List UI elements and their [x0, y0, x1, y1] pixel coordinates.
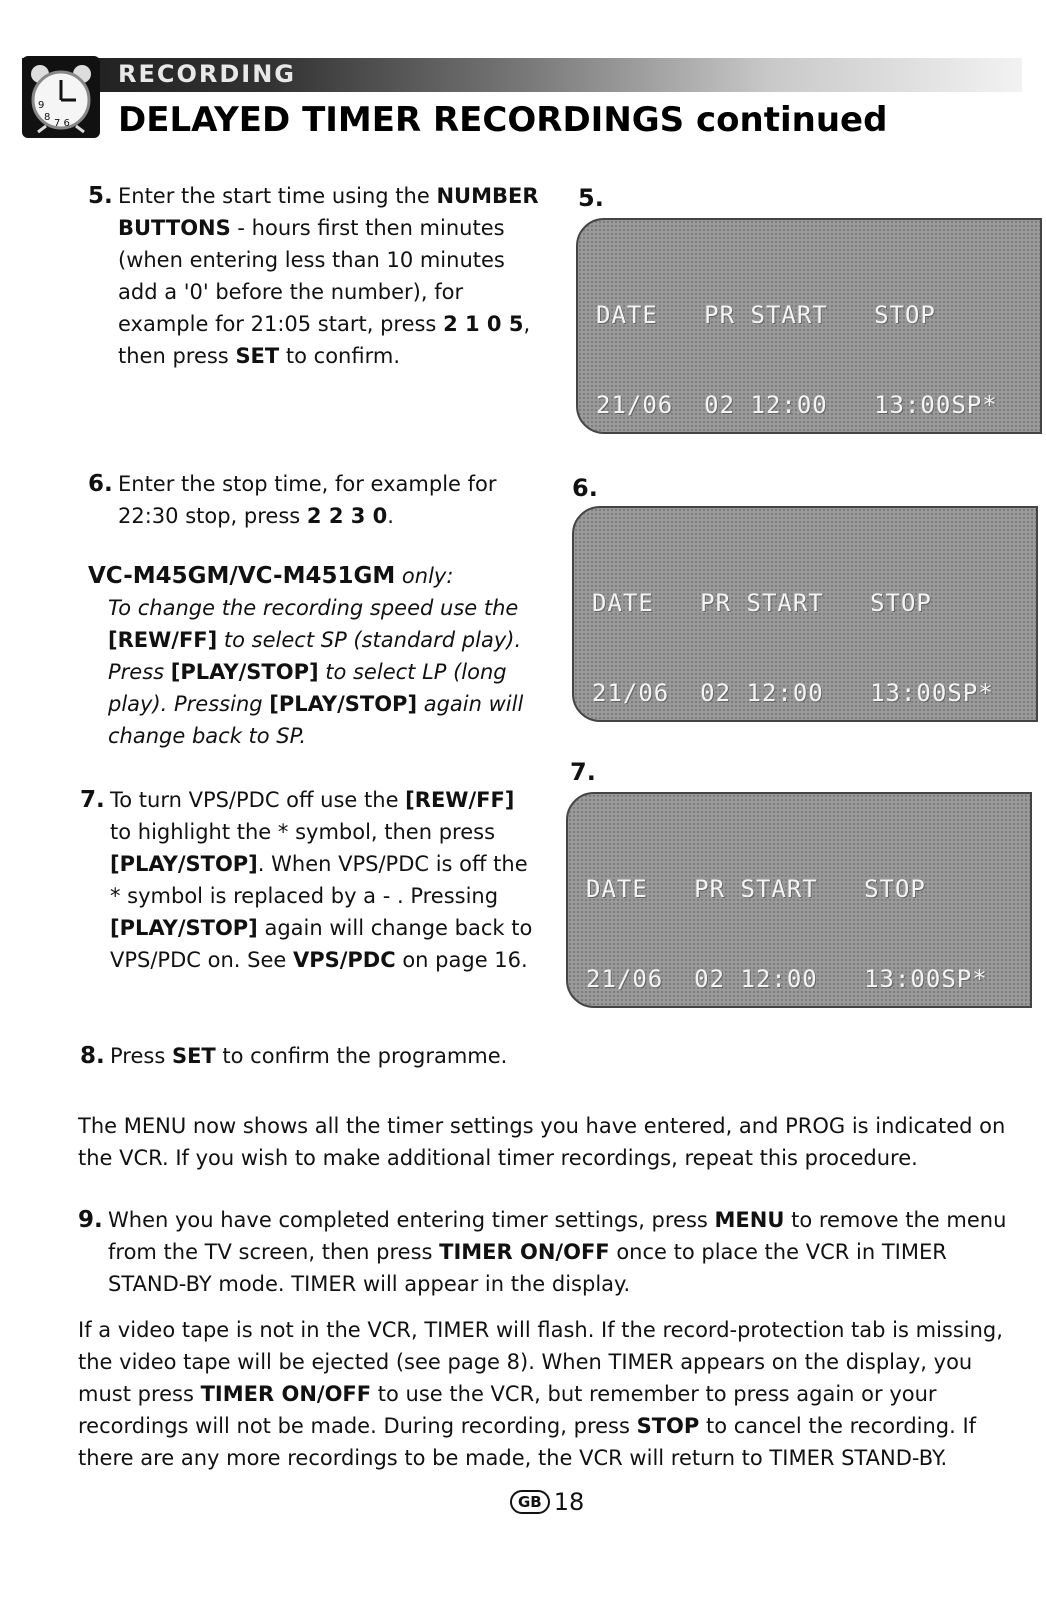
- para-bold: TIMER ON/OFF: [200, 1382, 372, 1406]
- step-text: Enter the stop time, for example for 22:30 stop, press: [118, 472, 497, 528]
- screen-6: [572, 506, 1038, 722]
- step-text: When you have completed entering timer settings, press: [108, 1208, 715, 1232]
- gb-badge: GB: [510, 1490, 550, 1514]
- warning-paragraph: [78, 1314, 1008, 1474]
- osd-header: DATE PR START STOP: [592, 589, 932, 617]
- step-text: to highlight the * symbol, then press: [110, 820, 496, 844]
- step-number: 9.: [78, 1207, 103, 1233]
- step-text: on page 16.: [395, 948, 528, 972]
- step-bold: [PLAY/STOP]: [110, 852, 258, 876]
- step-text: to confirm the programme.: [215, 1044, 508, 1068]
- step-number: 8.: [80, 1043, 105, 1069]
- model-note: [88, 560, 548, 752]
- note-bold: [PLAY/STOP]: [269, 692, 418, 716]
- alarm-clock-icon: [22, 56, 100, 138]
- step-text: - hours first then minutes (when entering less than 10 minutes add a '0' before the number), for example for 21:05 start, press: [118, 216, 505, 336]
- model-name: VC-M45GM/VC-M451GM: [88, 563, 396, 589]
- step-text: , then press: [118, 312, 531, 368]
- model-only: only:: [395, 564, 454, 588]
- step-text: to remove the menu from the TV screen, then press: [108, 1208, 1007, 1264]
- osd-row: 21/06 02 12:00 13:00SP*: [596, 391, 998, 419]
- note-bold: [REW/FF]: [108, 628, 218, 652]
- step-number: 6.: [88, 471, 113, 497]
- section-title: RECORDING: [118, 60, 297, 88]
- step-bold: SET: [171, 1044, 216, 1068]
- step-text: to confirm.: [279, 344, 400, 368]
- note-bold: [PLAY/STOP]: [170, 660, 319, 684]
- note-text: To change the recording speed use the: [108, 596, 519, 620]
- step-bold: TIMER ON/OFF: [439, 1240, 610, 1264]
- page-number: 18: [553, 1488, 585, 1516]
- screen-7: [566, 792, 1032, 1008]
- step-bold: [REW/FF]: [405, 788, 515, 812]
- step-5: [88, 180, 548, 372]
- svg-text:7 6: 7 6: [54, 118, 70, 129]
- step-number: 5.: [88, 183, 113, 209]
- info-paragraph: The MENU now shows all the timer settings you have entered, and PROG is indicated on the VCR. If you wish to make additional timer recordings, repeat this procedure.: [78, 1114, 1006, 1170]
- step-bold: 2 1 0 5: [443, 312, 524, 336]
- step-number: 7.: [80, 787, 105, 813]
- osd-row: 21/06 02 12:00 13:00SP*: [592, 679, 994, 707]
- osd-row: 21/06 02 12:00 13:00SP*: [586, 965, 988, 993]
- screen-7-label: 7.: [570, 758, 596, 786]
- step-9: [78, 1204, 1008, 1300]
- step-bold: SET: [235, 344, 280, 368]
- step-text: . When VPS/PDC is off the * symbol is replaced by a - . Pressing: [110, 852, 528, 908]
- model-note-text: [88, 592, 548, 752]
- para-text: If a video tape is not in the VCR, TIMER will flash. If the record-protection tab is missing, the video tape will be ejected (see page 8). When TIMER appears on the display, you must press: [78, 1318, 1003, 1406]
- note-text: to select SP (standard play). Press: [108, 628, 522, 684]
- step-text: once to place the VCR in TIMER STAND-BY mode. TIMER will appear in the display.: [108, 1240, 947, 1296]
- svg-text:9: 9: [38, 100, 45, 111]
- note-text: to select LP (long play). Pressing: [108, 660, 507, 716]
- step-7: [80, 784, 540, 976]
- step-bold: MENU: [714, 1208, 785, 1232]
- screen-6-label: 6.: [572, 474, 598, 502]
- step-bold: 2 2 3 0: [306, 504, 388, 528]
- para-bold: STOP: [636, 1414, 700, 1438]
- para-text: to cancel the recording. If there are any more recordings to be made, the VCR will return to TIMER STAND-BY.: [78, 1414, 977, 1470]
- step-8: [80, 1040, 980, 1072]
- step-text: again will change back to VPS/PDC on. See: [110, 916, 533, 972]
- step-text: To turn VPS/PDC off use the: [110, 788, 406, 812]
- step-text: Press: [110, 1044, 172, 1068]
- step-bold: NUMBER BUTTONS: [118, 184, 539, 240]
- screen-5: [576, 218, 1042, 434]
- page-footer: [510, 1488, 584, 1516]
- note-text: again will change back to SP.: [108, 692, 524, 748]
- osd-header: DATE PR START STOP: [586, 875, 926, 903]
- osd-header: DATE PR START STOP: [596, 301, 936, 329]
- step-6: [88, 468, 548, 532]
- page-title: DELAYED TIMER RECORDINGS continued: [118, 100, 888, 140]
- svg-text:8: 8: [44, 112, 51, 123]
- step-text: .: [387, 504, 394, 528]
- para-text: to use the VCR, but remember to press again or your recordings will not be made. During recording, press: [78, 1382, 937, 1438]
- step-bold: VPS/PDC: [292, 948, 396, 972]
- step-text: Enter the start time using the: [118, 184, 437, 208]
- step-bold: [PLAY/STOP]: [110, 916, 258, 940]
- screen-5-label: 5.: [578, 184, 604, 212]
